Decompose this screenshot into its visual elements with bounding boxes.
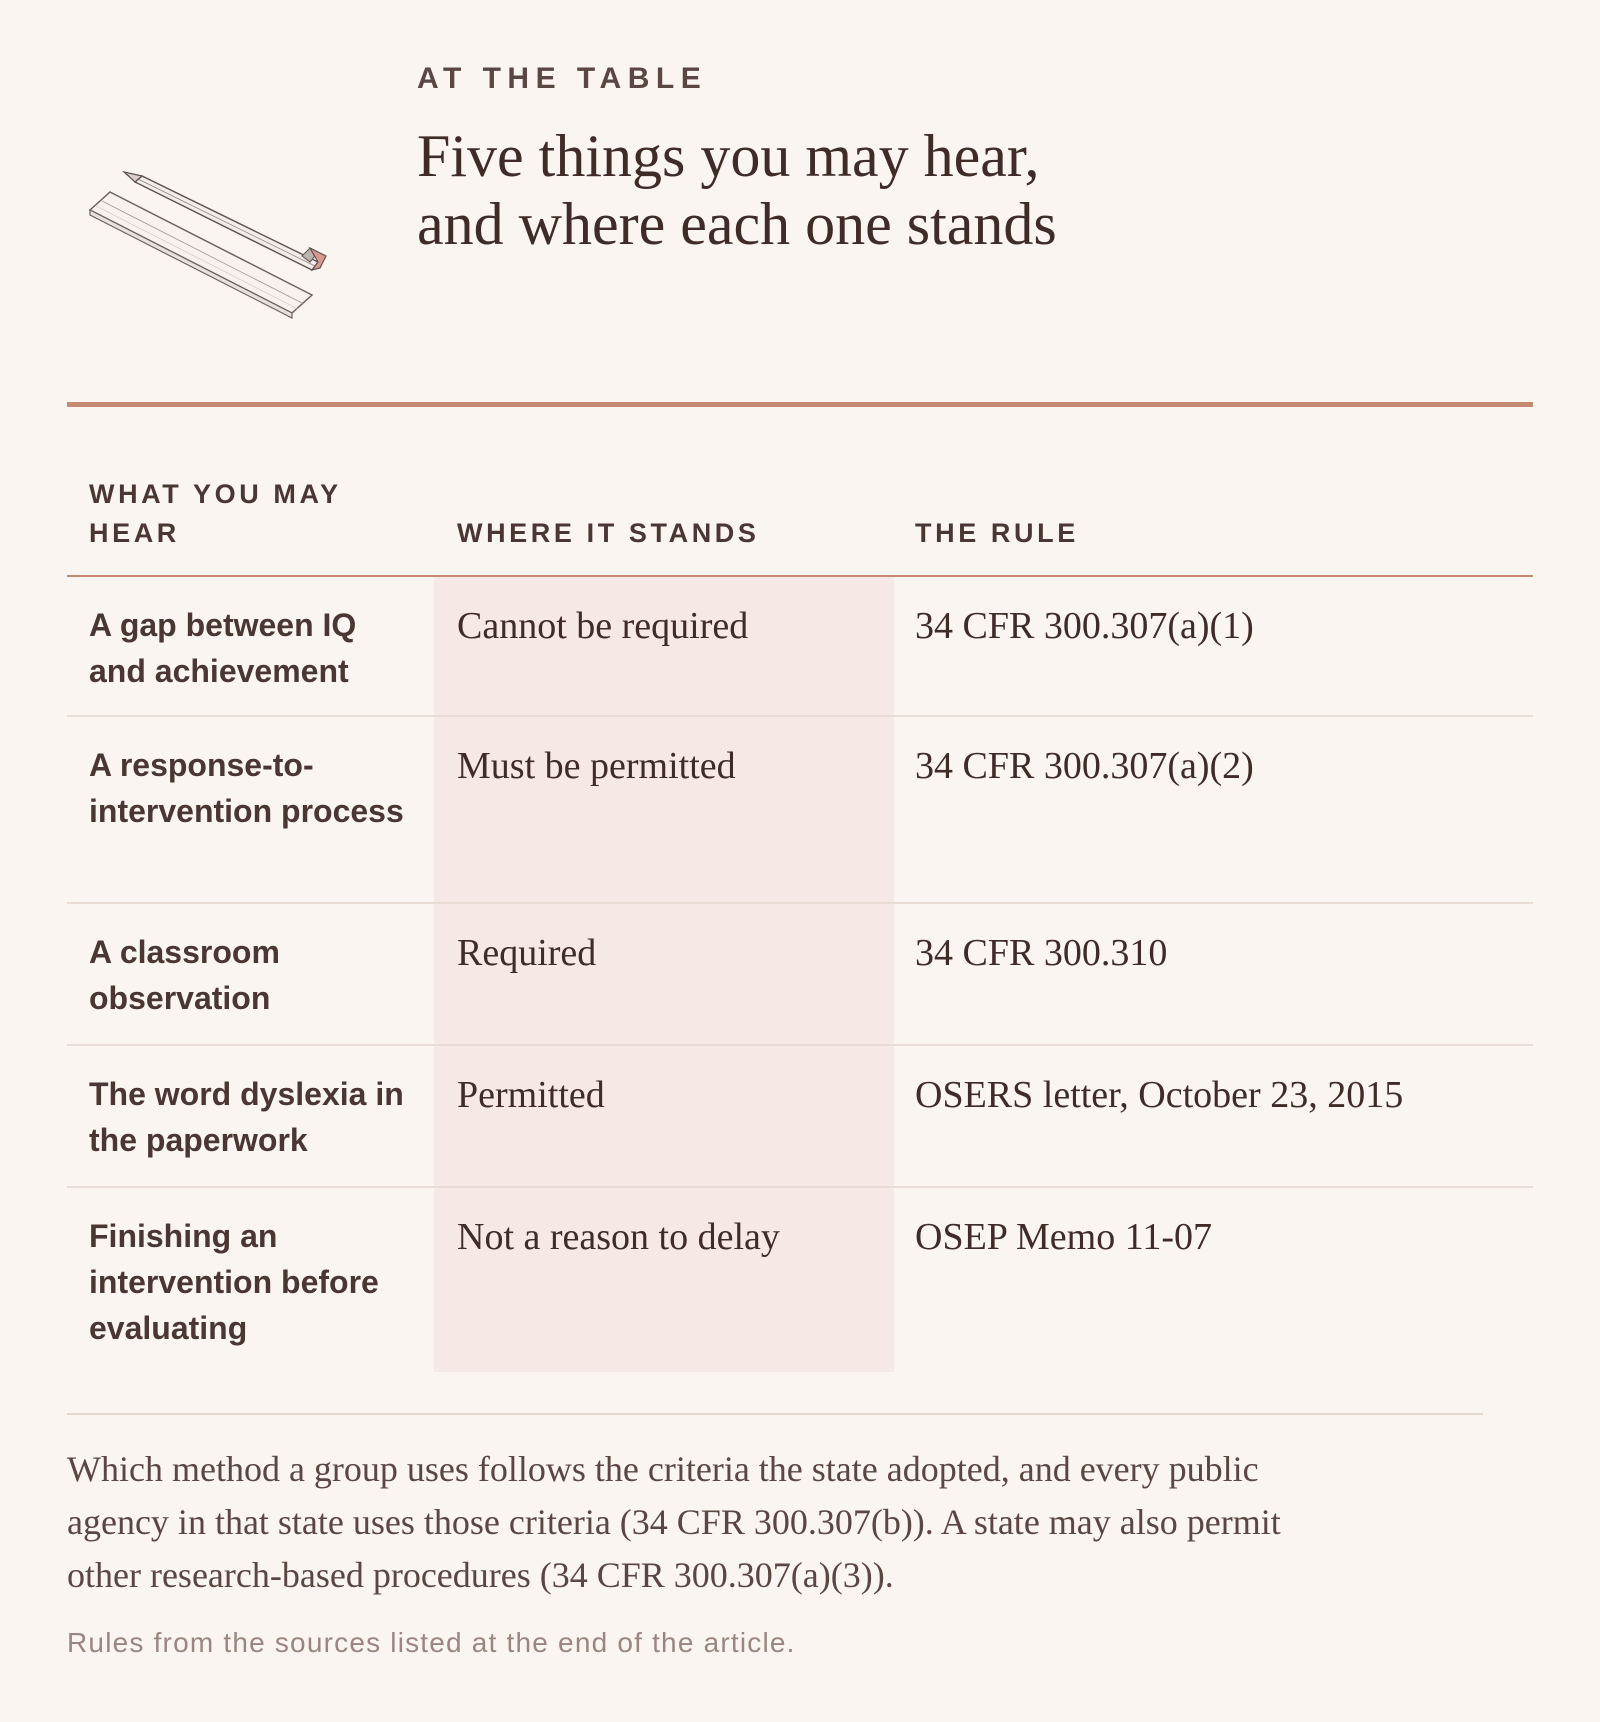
table-row xyxy=(67,577,1533,717)
note-line-3: other research-based procedures (34 CFR 300.307(a)(3)). xyxy=(67,1555,894,1595)
table-row xyxy=(67,1046,1533,1188)
source-credit: Rules from the sources listed at the end of the article. xyxy=(67,1627,796,1658)
note-divider xyxy=(67,1413,1483,1415)
cell-what-you-may-hear: The word dyslexia in the paperwork xyxy=(89,1076,404,1158)
section-eyebrow: AT THE TABLE xyxy=(417,62,708,95)
cell-the-rule: 34 CFR 300.310 xyxy=(915,932,1168,974)
table-row xyxy=(67,904,1533,1046)
cell-where-it-stands: Required xyxy=(434,904,894,1044)
explanatory-note xyxy=(67,1443,1507,1602)
table-header xyxy=(67,470,1533,577)
cell-the-rule: 34 CFR 300.307(a)(1) xyxy=(915,605,1254,647)
table-row xyxy=(67,717,1533,904)
cell-where-it-stands: Cannot be required xyxy=(434,577,894,715)
cell-the-rule: OSEP Memo 11-07 xyxy=(915,1216,1212,1258)
column-header-hear: WHAT YOU MAY HEAR xyxy=(89,479,342,548)
accent-divider xyxy=(67,402,1533,407)
column-header-rule: THE RULE xyxy=(915,518,1079,548)
cell-the-rule: OSERS letter, October 23, 2015 xyxy=(915,1074,1404,1116)
cell-where-it-stands: Permitted xyxy=(434,1046,894,1186)
table-row xyxy=(67,1188,1533,1372)
page-title xyxy=(417,122,1057,258)
pencil-and-ruler-icon xyxy=(80,170,340,320)
cell-what-you-may-hear: A gap between IQ and achievement xyxy=(89,607,357,689)
cell-what-you-may-hear: Finishing an intervention before evaluating xyxy=(89,1218,379,1346)
title-line-2: and where each one stands xyxy=(417,191,1057,257)
rules-table xyxy=(67,470,1533,1372)
cell-where-it-stands: Not a reason to delay xyxy=(434,1188,894,1372)
cell-what-you-may-hear: A classroom observation xyxy=(89,934,280,1016)
note-line-1: Which method a group uses follows the criteria the state adopted, and every public xyxy=(67,1449,1259,1489)
cell-the-rule: 34 CFR 300.307(a)(2) xyxy=(915,745,1254,787)
title-line-1: Five things you may hear, xyxy=(417,123,1040,189)
cell-where-it-stands: Must be permitted xyxy=(434,717,894,902)
note-line-2: agency in that state uses those criteria (34 CFR 300.307(b)). A state may also permit xyxy=(67,1502,1281,1542)
cell-what-you-may-hear: A response-to-intervention process xyxy=(89,747,404,829)
column-header-stands: WHERE IT STANDS xyxy=(457,518,760,548)
